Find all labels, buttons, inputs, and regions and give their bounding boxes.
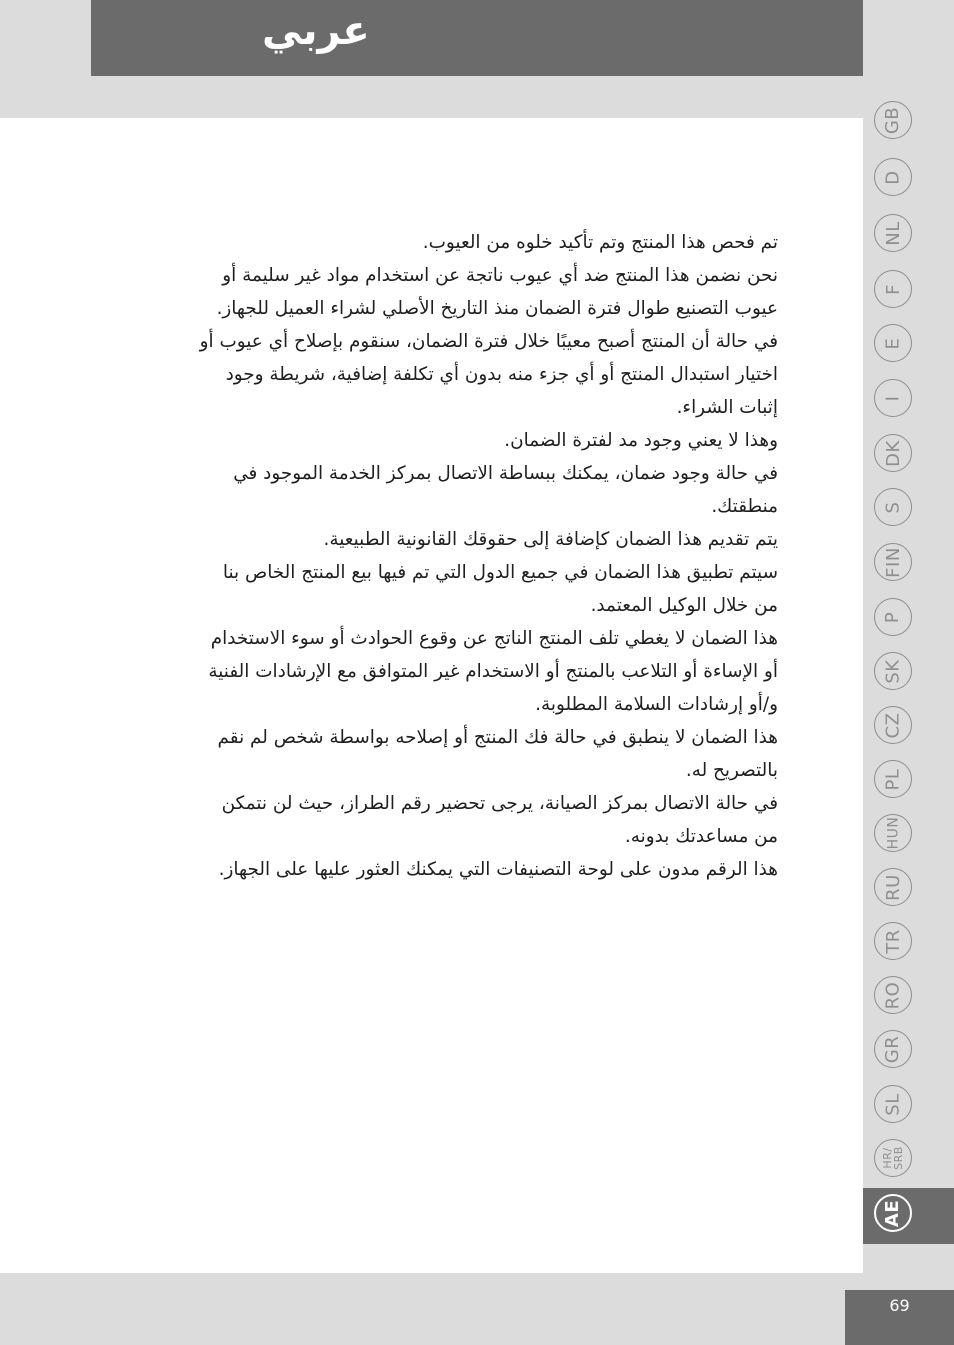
tab-tr[interactable]	[874, 922, 912, 960]
tab-label: I	[882, 395, 904, 401]
paragraph: سيتم تطبيق هذا الضمان في جميع الدول التي تم فيها بيع المنتج الخاص بنا من خلال الوكيل المعتمد.	[222, 562, 778, 616]
tab-ae[interactable]	[874, 1194, 912, 1232]
tab-label: SK	[882, 658, 904, 684]
tab-i[interactable]	[874, 379, 912, 417]
tab-f[interactable]	[874, 270, 912, 308]
paragraph: هذا الضمان لا يغطي تلف المنتج الناتج عن وقوع الحوادث أو سوء الاستخدام أو الإساءة أو التلاعب بالمنتج أو الاستخدام غير المتوافق مع الإرشادات الفنية و/أو إرشادات السلامة المطلوبة.	[208, 628, 778, 715]
tab-label: D	[882, 169, 904, 185]
page-number-box	[845, 1290, 954, 1345]
tab-hun[interactable]	[874, 814, 912, 852]
warranty-text	[196, 226, 778, 886]
tab-p[interactable]	[874, 598, 912, 636]
paragraph: هذا الضمان لا ينطبق في حالة فك المنتج أو إصلاحه بواسطة شخص لم نقم بالتصريح له.	[217, 727, 778, 781]
tab-label: S	[882, 501, 904, 513]
tab-label: TR	[882, 928, 904, 954]
tab-label: E	[882, 337, 904, 349]
paragraph: نحن نضمن هذا المنتج ضد أي عيوب ناتجة عن استخدام مواد غير سليمة أو عيوب التصنيع طوال فترة الضمان منذ التاريخ الأصلي لشراء العميل للجهاز.	[216, 265, 778, 319]
tab-label: SL	[882, 1092, 904, 1116]
tab-ro[interactable]	[874, 976, 912, 1014]
tab-fin[interactable]	[874, 543, 912, 581]
tab-label: RO	[882, 981, 904, 1009]
tab-cz[interactable]	[874, 706, 912, 744]
tab-pl[interactable]	[874, 760, 912, 798]
tab-ru[interactable]	[874, 868, 912, 906]
tab-sk[interactable]	[874, 652, 912, 690]
tab-s[interactable]	[874, 488, 912, 526]
tab-label: HR/ SRB	[880, 1146, 905, 1170]
tab-label: F	[882, 283, 904, 295]
tab-label: CZ	[882, 712, 904, 738]
page-title: عربي	[262, 8, 370, 54]
tab-label: DK	[882, 439, 904, 467]
tab-nl[interactable]	[874, 214, 912, 252]
page-number: 69	[889, 1296, 910, 1315]
tab-gr[interactable]	[874, 1030, 912, 1068]
tab-label: PL	[882, 768, 904, 790]
paragraph: تم فحص هذا المنتج وتم تأكيد خلوه من العيوب.	[422, 232, 778, 253]
paragraph: في حالة أن المنتج أصبح معيبًا خلال فترة الضمان، سنقوم بإصلاح أي عيوب أو اختيار استبدال المنتج أو أي جزء منه بدون أي تكلفة إضافية، شريطة وجود إثبات الشراء.	[199, 331, 778, 418]
paragraph: في حالة الاتصال بمركز الصيانة، يرجى تحضير رقم الطراز، حيث لن نتمكن من مساعدتك بدونه.	[221, 793, 778, 847]
tab-hr-srb[interactable]	[874, 1139, 912, 1177]
tab-label: HUN	[885, 816, 901, 850]
language-tab-strip	[863, 95, 954, 1255]
tab-sl[interactable]	[874, 1085, 912, 1123]
footer-box	[337, 1273, 845, 1345]
paragraph: في حالة وجود ضمان، يمكنك ببساطة الاتصال بمركز الخدمة الموجود في منطقتك.	[233, 463, 778, 517]
tab-d[interactable]	[874, 158, 912, 196]
tab-label: P	[882, 611, 904, 623]
tab-label: GR	[882, 1035, 904, 1063]
tab-label: NL	[882, 220, 904, 246]
paragraph: يتم تقديم هذا الضمان كإضافة إلى حقوقك القانونية الطبيعية.	[323, 529, 778, 550]
tab-label: GB	[882, 106, 904, 134]
header-bar	[91, 0, 863, 76]
tab-e[interactable]	[874, 324, 912, 362]
tab-gb[interactable]	[874, 101, 912, 139]
paragraph: وهذا لا يعني وجود مد لفترة الضمان.	[504, 430, 778, 451]
tab-label: RU	[882, 873, 904, 901]
paragraph: هذا الرقم مدون على لوحة التصنيفات التي يمكنك العثور عليها على الجهاز.	[218, 859, 778, 880]
tab-label: AE	[882, 1199, 904, 1227]
tab-label: FIN	[882, 546, 904, 578]
tab-dk[interactable]	[874, 434, 912, 472]
